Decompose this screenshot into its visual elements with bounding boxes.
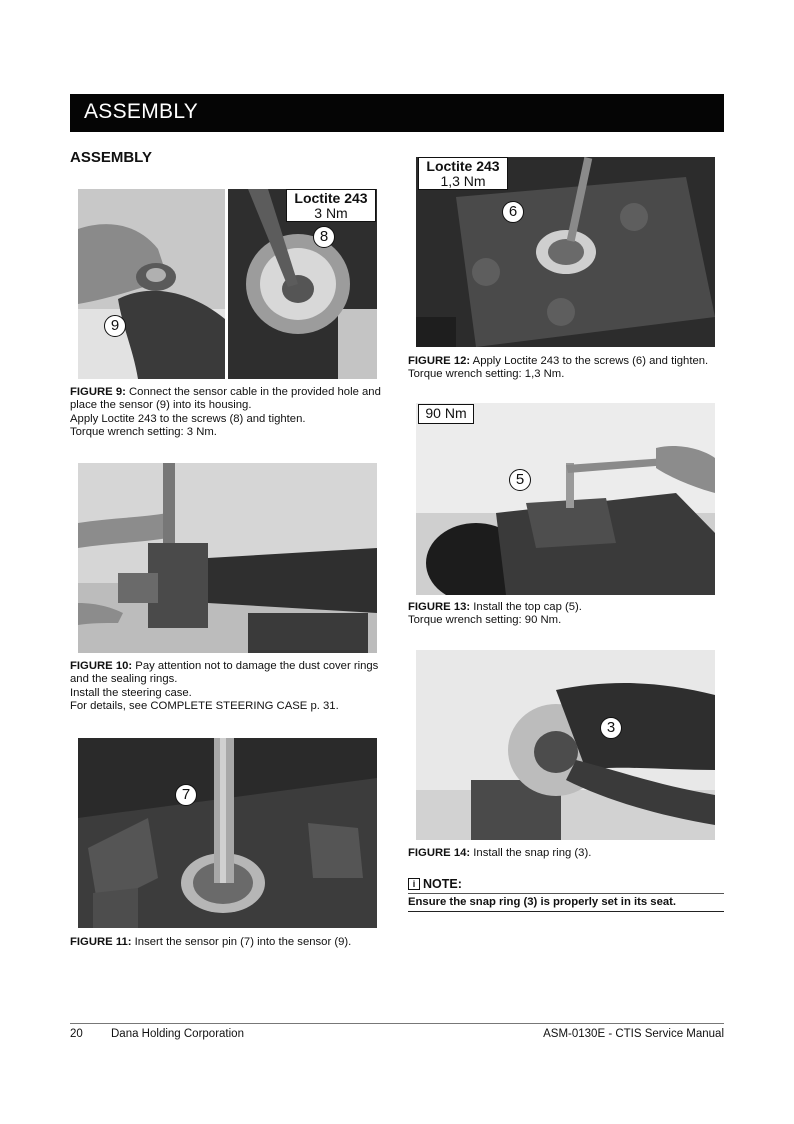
info-icon: i bbox=[408, 878, 420, 890]
figure-9-callout-9: 9 bbox=[104, 315, 126, 337]
figure-14-caption bbox=[408, 847, 728, 860]
figure-14-photo bbox=[416, 650, 715, 840]
figure-11-caption-line-1: Insert the sensor pin (7) into the sensor (9). bbox=[134, 936, 352, 948]
figure-13-caption bbox=[408, 601, 728, 628]
figure-9-caption-line-3: Apply Loctite 243 to the screws (8) and tighten. bbox=[70, 412, 306, 425]
figure-9-caption-line-2: place the sensor (9) into its housing. bbox=[70, 399, 252, 412]
figure-9-caption-line-1: Connect the sensor cable in the provided hole and bbox=[129, 386, 381, 398]
figure-10-caption-line-4: For details, see COMPLETE STEERING CASE p. 31. bbox=[70, 700, 339, 713]
figure-9-photo-left bbox=[78, 189, 225, 379]
footer-company: Dana Holding Corporation bbox=[111, 1028, 244, 1040]
figure-14-caption-line-1: Install the snap ring (3). bbox=[473, 847, 592, 859]
figure-12-label: FIGURE 12: bbox=[408, 355, 471, 367]
figure-12-loctite-product: Loctite 243 bbox=[426, 158, 500, 174]
figure-10-caption-line-3: Install the steering case. bbox=[70, 686, 192, 699]
footer-divider bbox=[70, 1023, 724, 1024]
figure-14-label: FIGURE 14: bbox=[408, 847, 471, 859]
footer-page-number: 20 bbox=[70, 1028, 83, 1040]
figure-9-label: FIGURE 9: bbox=[70, 386, 126, 398]
note-text: Ensure the snap ring (3) is properly set in its seat. bbox=[408, 896, 724, 912]
figure-14-callout-3: 3 bbox=[600, 717, 622, 739]
figure-13-caption-line-2: Torque wrench setting: 90 Nm. bbox=[408, 614, 562, 627]
figure-10-caption bbox=[70, 660, 390, 714]
figure-9-caption-line-4: Torque wrench setting: 3 Nm. bbox=[70, 426, 217, 439]
figure-11-photo bbox=[78, 738, 377, 928]
figure-12-caption bbox=[408, 355, 728, 382]
figure-13-photo bbox=[416, 403, 715, 595]
figure-11-callout-7: 7 bbox=[175, 784, 197, 806]
figure-10-photo bbox=[78, 463, 377, 653]
figure-12-loctite-label bbox=[418, 157, 508, 190]
figure-9-loctite-torque: 3 Nm bbox=[314, 204, 348, 221]
figure-9-caption bbox=[70, 386, 390, 440]
figure-10-caption-line-2: and the sealing rings. bbox=[70, 673, 178, 686]
figure-12-loctite-torque: 1,3 Nm bbox=[440, 172, 486, 189]
figure-13-torque-value: 90 Nm bbox=[425, 405, 467, 421]
figure-10-label: FIGURE 10: bbox=[70, 660, 133, 672]
figure-10-caption-line-1: Pay attention not to damage the dust cover rings bbox=[135, 660, 379, 672]
figure-11-label: FIGURE 11: bbox=[70, 936, 132, 948]
figure-13-torque-label bbox=[418, 404, 474, 424]
figure-12-callout-6: 6 bbox=[502, 201, 524, 223]
section-title: ASSEMBLY bbox=[70, 149, 152, 166]
figure-12-caption-line-2: Torque wrench setting: 1,3 Nm. bbox=[408, 368, 565, 381]
figure-13-callout-5: 5 bbox=[509, 469, 531, 491]
note-heading-text: NOTE: bbox=[423, 877, 462, 891]
figure-13-caption-line-1: Install the top cap (5). bbox=[473, 601, 582, 613]
figure-9-callout-8: 8 bbox=[313, 226, 335, 248]
note-heading bbox=[408, 877, 724, 894]
figure-11-caption bbox=[70, 936, 390, 949]
figure-13-label: FIGURE 13: bbox=[408, 601, 471, 613]
banner-title: ASSEMBLY bbox=[84, 100, 199, 123]
figure-9-loctite-label bbox=[286, 189, 376, 222]
footer-document-title: ASM-0130E - CTIS Service Manual bbox=[543, 1028, 724, 1040]
section-banner bbox=[70, 94, 724, 132]
figure-12-caption-line-1: Apply Loctite 243 to the screws (6) and tighten. bbox=[472, 355, 709, 367]
figure-9-loctite-product: Loctite 243 bbox=[294, 190, 368, 206]
